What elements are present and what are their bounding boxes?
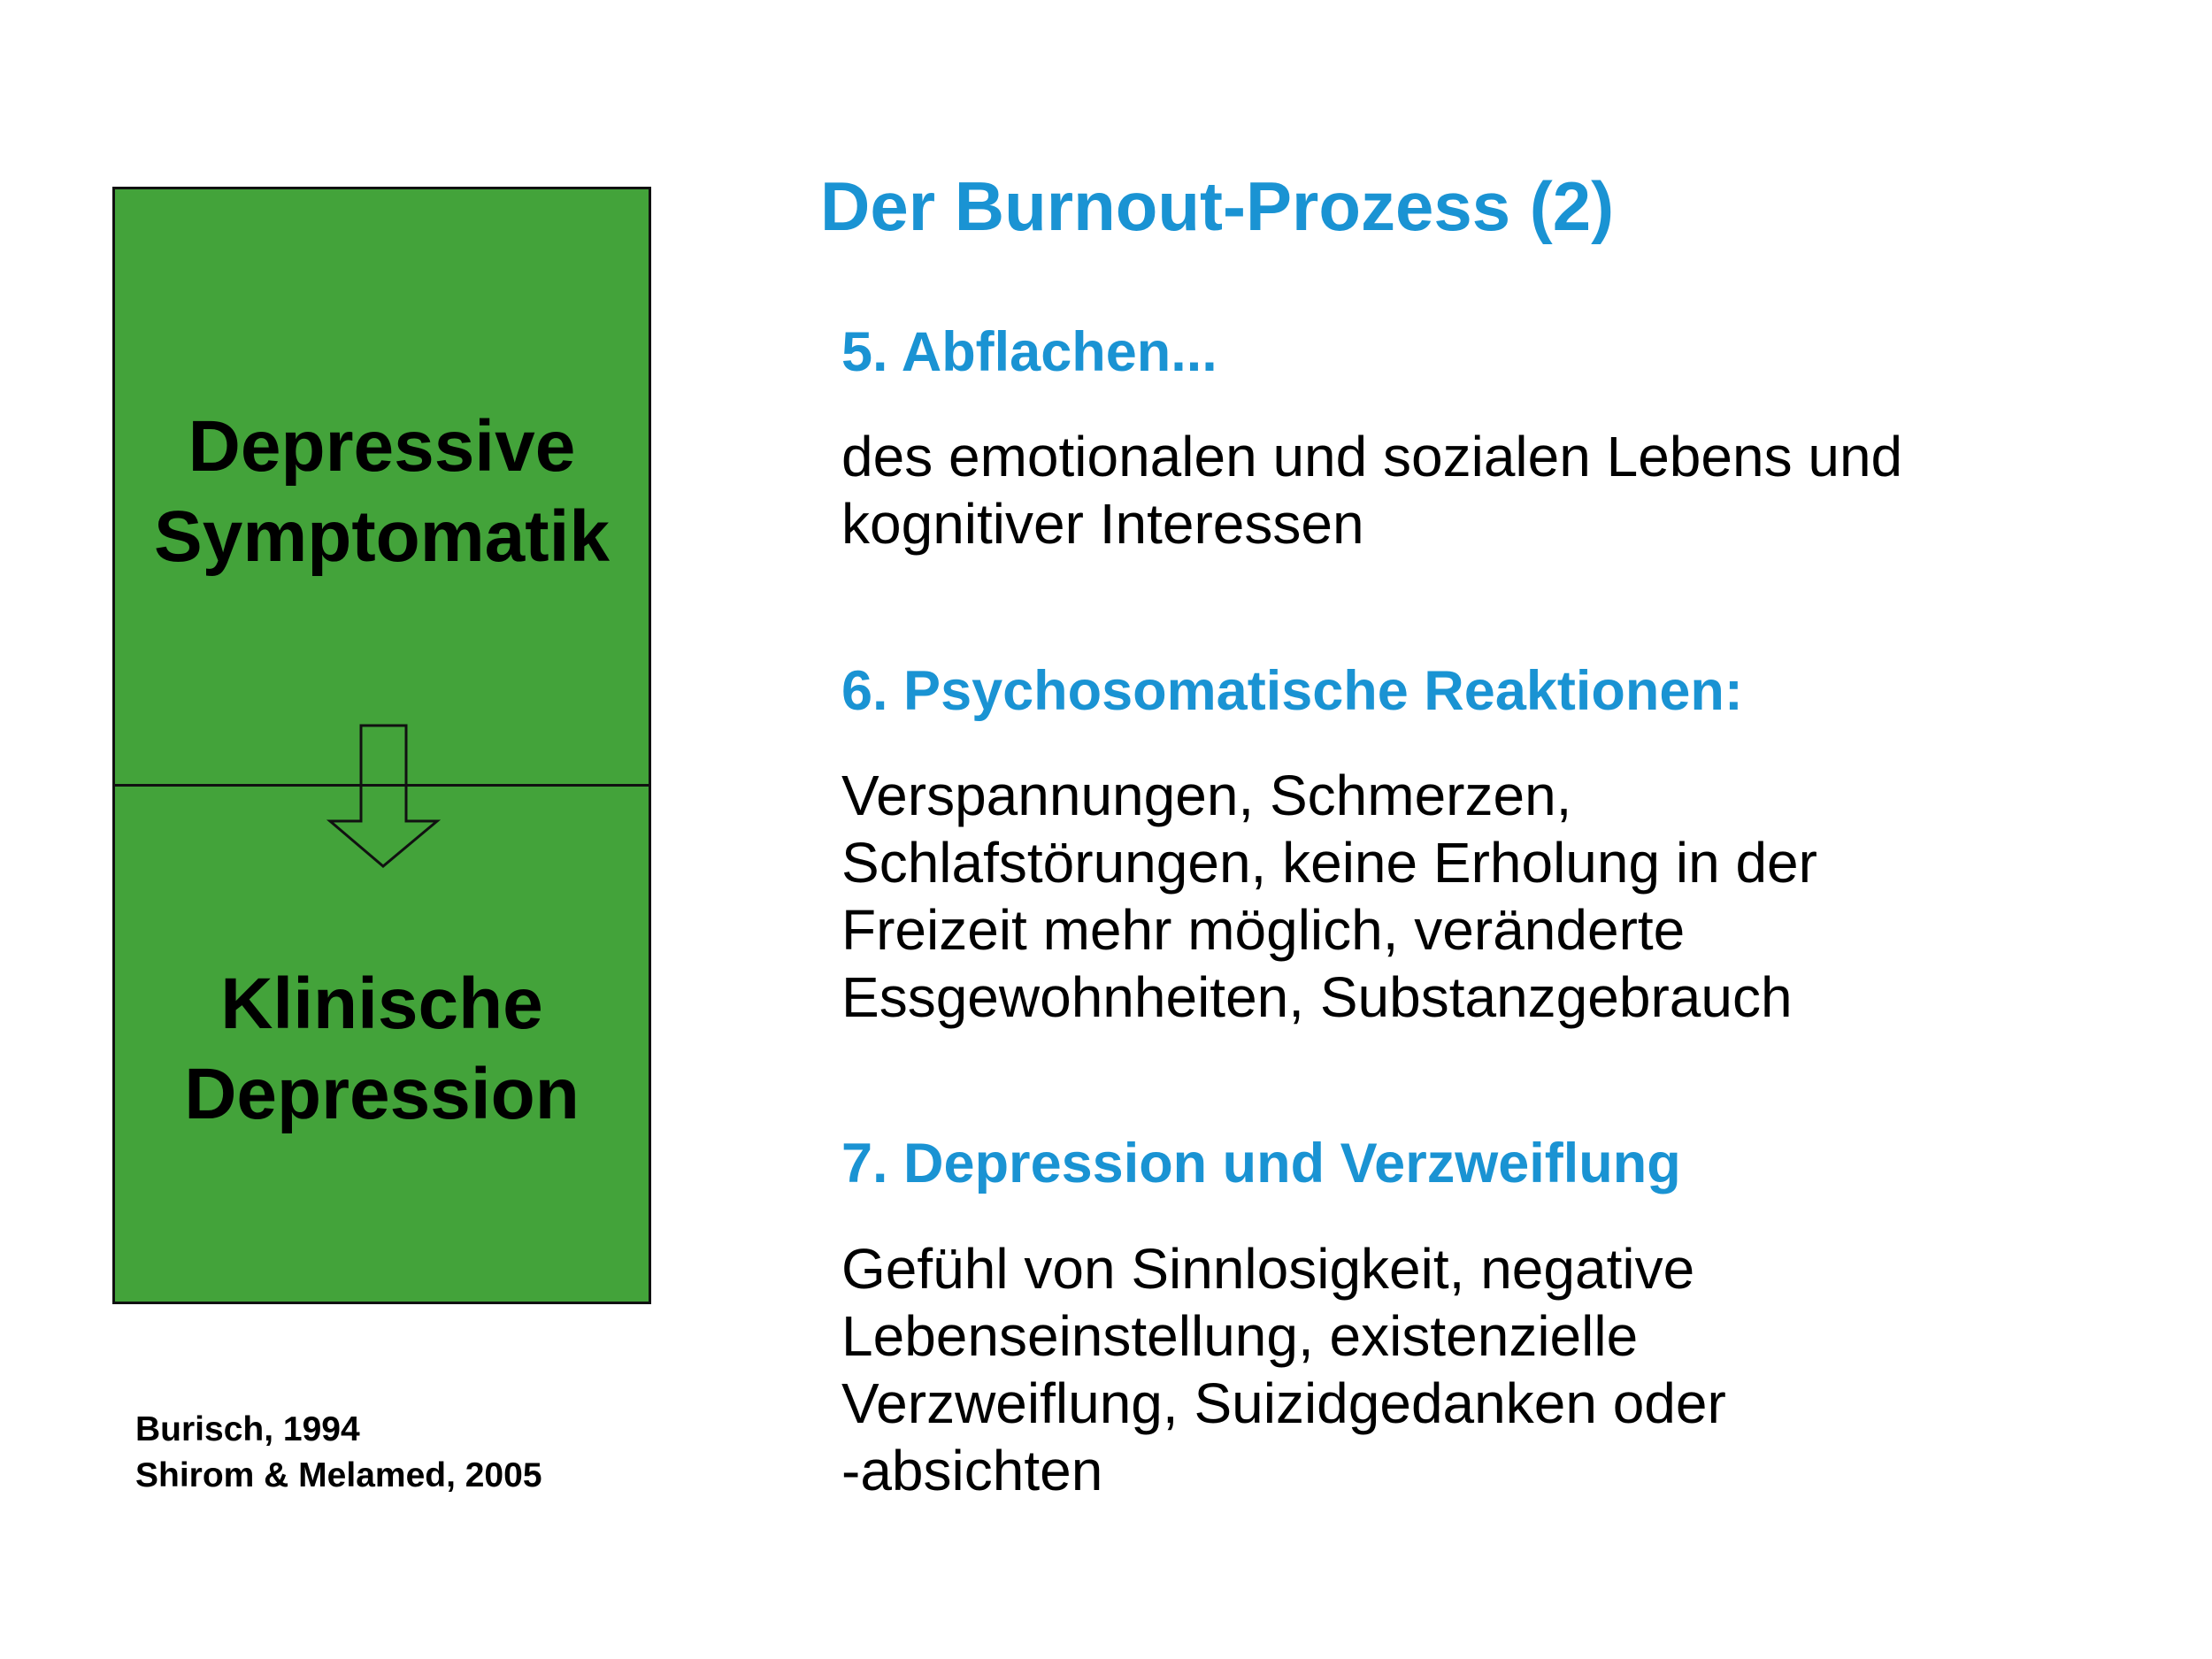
reference-shirom-melamed: Shirom & Melamed, 2005 (135, 1456, 542, 1494)
stage-5-heading: 5. Abflachen... (841, 321, 1217, 383)
reference-burisch: Burisch, 1994 (135, 1410, 360, 1448)
stage-7-heading: 7. Depression und Verzweiflung (841, 1133, 1681, 1194)
down-arrow-icon (332, 726, 438, 867)
stage-7-body: Gefühl von Sinnlosigkeit, negative Lebenseinstellung, existenzielle Verzweiflung, Suizidgedanken oder -absichten (841, 1237, 1726, 1502)
stage-6-body: Verspannungen, Schmerzen, Schlafstörungen, keine Erholung in der Freizeit mehr möglich, veränderte Essgewohnheiten, Substanzgebrauch (841, 764, 1817, 1029)
stage-5-body: des emotionalen und sozialen Lebens und kognitiver Interessen (841, 425, 1903, 556)
klinische-depression-label: Klinische Depression (184, 964, 580, 1134)
progression-box (112, 187, 651, 1304)
depressive-symptomatik-label: Depressive Symptomatik (154, 406, 610, 577)
references (135, 1407, 542, 1499)
slide-title: Der Burnout-Prozess (2) (820, 167, 1615, 245)
stage-6-heading: 6. Psychosomatische Reaktionen: (841, 660, 1743, 722)
